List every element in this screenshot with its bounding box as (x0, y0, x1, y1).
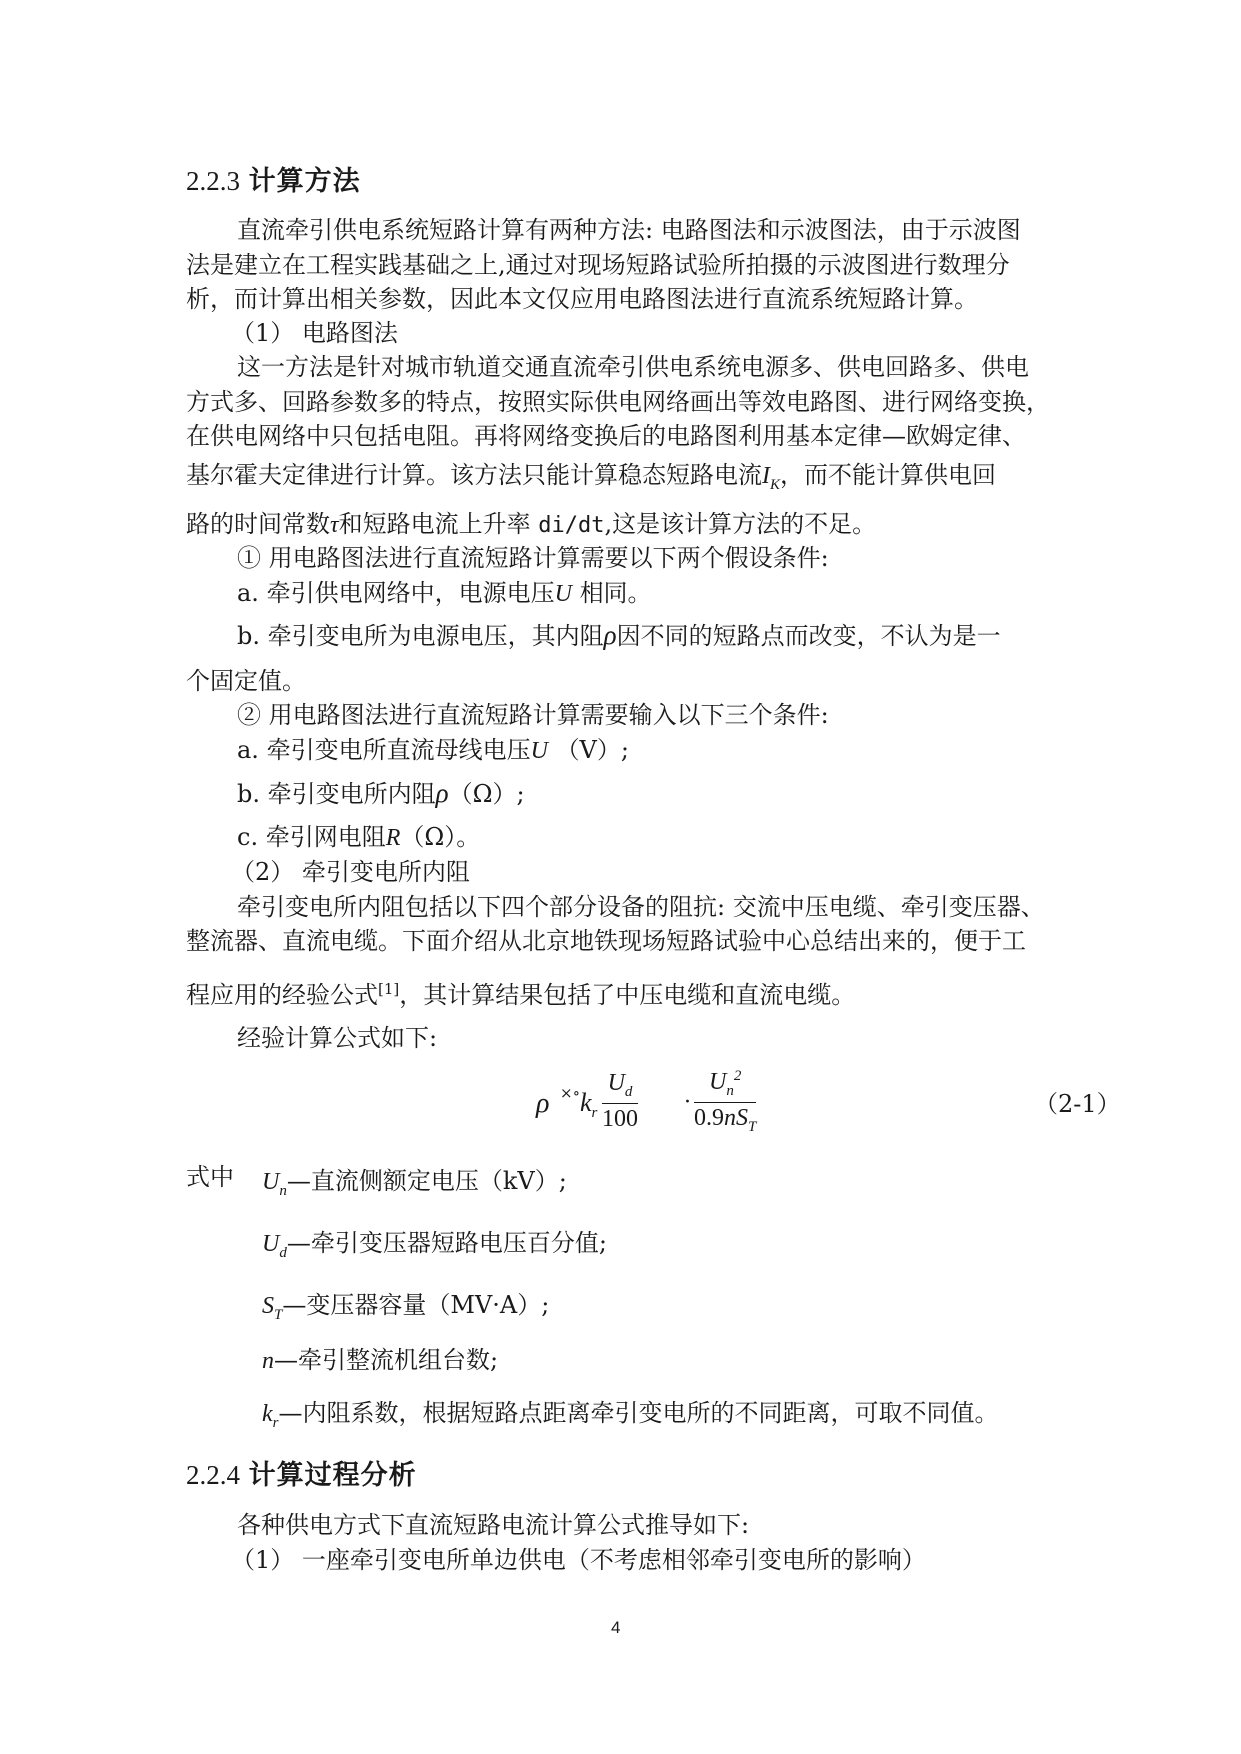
section-number: 2.2.3 (186, 166, 240, 196)
definition-item: $U_n—$直流侧额定电压（kV）; (262, 1167, 567, 1199)
condition-item: b. 牵引变电所内阻ρ（Ω）; (237, 778, 525, 808)
paragraph-line: 析，而计算出相关参数，因此本文仅应用电路图法进行直流系统短路计算。 (186, 285, 978, 313)
formula-intro: 经验计算公式如下: (237, 1024, 438, 1052)
formula-approx-glyph: ×∘ (560, 1084, 580, 1102)
formula-fraction-2: $U_n^2$ $0.9nS_T$ (694, 1068, 757, 1135)
formula-k: $k_r$ (580, 1088, 598, 1122)
symbol-didt: di/dt (538, 513, 605, 538)
paragraph-line: 程应用的经验公式[1]，其计算结果包括了中压电缆和直流电缆。 (186, 980, 856, 1009)
paragraph-line: 法是建立在工程实践基础之上,通过对现场短路试验所拍摄的示波图进行数理分 (186, 251, 1010, 279)
section-heading (186, 166, 361, 197)
formula-rho: ρ (536, 1088, 550, 1119)
condition-heading: ① 用电路图法进行直流短路计算需要以下两个假设条件: (237, 544, 829, 572)
paragraph-line: 牵引变电所内阻包括以下四个部分设备的阻抗: 交流中压电缆、牵引变压器、 (237, 893, 1045, 921)
section-title: 计算方法 (248, 166, 361, 197)
section-heading (186, 1460, 417, 1491)
paragraph-line: 路的时间常数τ和短路电流上升率 di/dt,这是该计算方法的不足。 (186, 510, 877, 538)
condition-item: a. 牵引变电所直流母线电压U （V）; (237, 736, 629, 764)
page-number: 4 (611, 1618, 621, 1637)
formula-fraction-1: $\frac{U_d}{100}$ (602, 1070, 638, 1132)
symbol-tau: τ (330, 512, 339, 538)
definition-item: $U_d—$牵引变压器短路电压百分值; (262, 1229, 607, 1261)
citation-ref: [1] (378, 980, 400, 998)
condition-item: 个固定值。 (186, 667, 306, 695)
condition-item: a. 牵引供电网络中，电源电压U 相同。 (237, 579, 652, 607)
paragraph-line: 方式多、回路参数多的特点，按照实际供电网络画出等效电路图、进行网络变换， (186, 388, 1050, 416)
paragraph-line: 这一方法是针对城市轨道交通直流牵引供电系统电源多、供电回路多、供电 (237, 353, 1029, 381)
paragraph-line: 各种供电方式下直流短路电流计算公式推导如下: (237, 1511, 750, 1539)
paragraph-line: 整流器、直流电缆。下面介绍从北京地铁现场短路试验中心总结出来的，便于工 (186, 927, 1026, 955)
paragraph-line: 基尔霍夫定律进行计算。该方法只能计算稳态短路电流$I_K$，而不能计算供电回 (186, 461, 997, 493)
subsection-label: （1） 一座牵引变电所单边供电（不考虑相邻牵引变电所的影响） (231, 1546, 926, 1574)
definition-item: $k_r—$内阻系数，根据短路点距离牵引变电所的不同距离，可取不同值。 (262, 1399, 999, 1431)
condition-heading: ② 用电路图法进行直流短路计算需要输入以下三个条件: (237, 701, 829, 729)
formula-2-1 (536, 1068, 756, 1142)
section-title: 计算过程分析 (248, 1460, 417, 1491)
section-number: 2.2.4 (186, 1460, 240, 1490)
equation-number: （2-1） (1034, 1090, 1121, 1118)
condition-item: c. 牵引网电阻R（Ω）。 (237, 823, 481, 851)
paragraph-line: 在供电网络中只包括电阻。再将网络变换后的电路图利用基本定律—欧姆定律、 (186, 422, 1026, 450)
condition-item: b. 牵引变电所为电源电压，其内阻ρ因不同的短路点而改变，不认为是一 (237, 620, 1001, 650)
subsection-label: （2） 牵引变电所内阻 (231, 858, 470, 886)
symbol-I: I (762, 463, 770, 489)
definition-item: n—牵引整流机组台数; (262, 1346, 499, 1374)
definitions-label: 式中 (186, 1163, 234, 1191)
paragraph-line: 直流牵引供电系统短路计算有两种方法: 电路图法和示波图法，由于示波图 (237, 216, 1021, 244)
formula-dot: · (684, 1090, 691, 1115)
subsection-label: （1） 电路图法 (231, 319, 398, 347)
definition-item: $S_T—$变压器容量（MV·A）; (262, 1291, 550, 1323)
